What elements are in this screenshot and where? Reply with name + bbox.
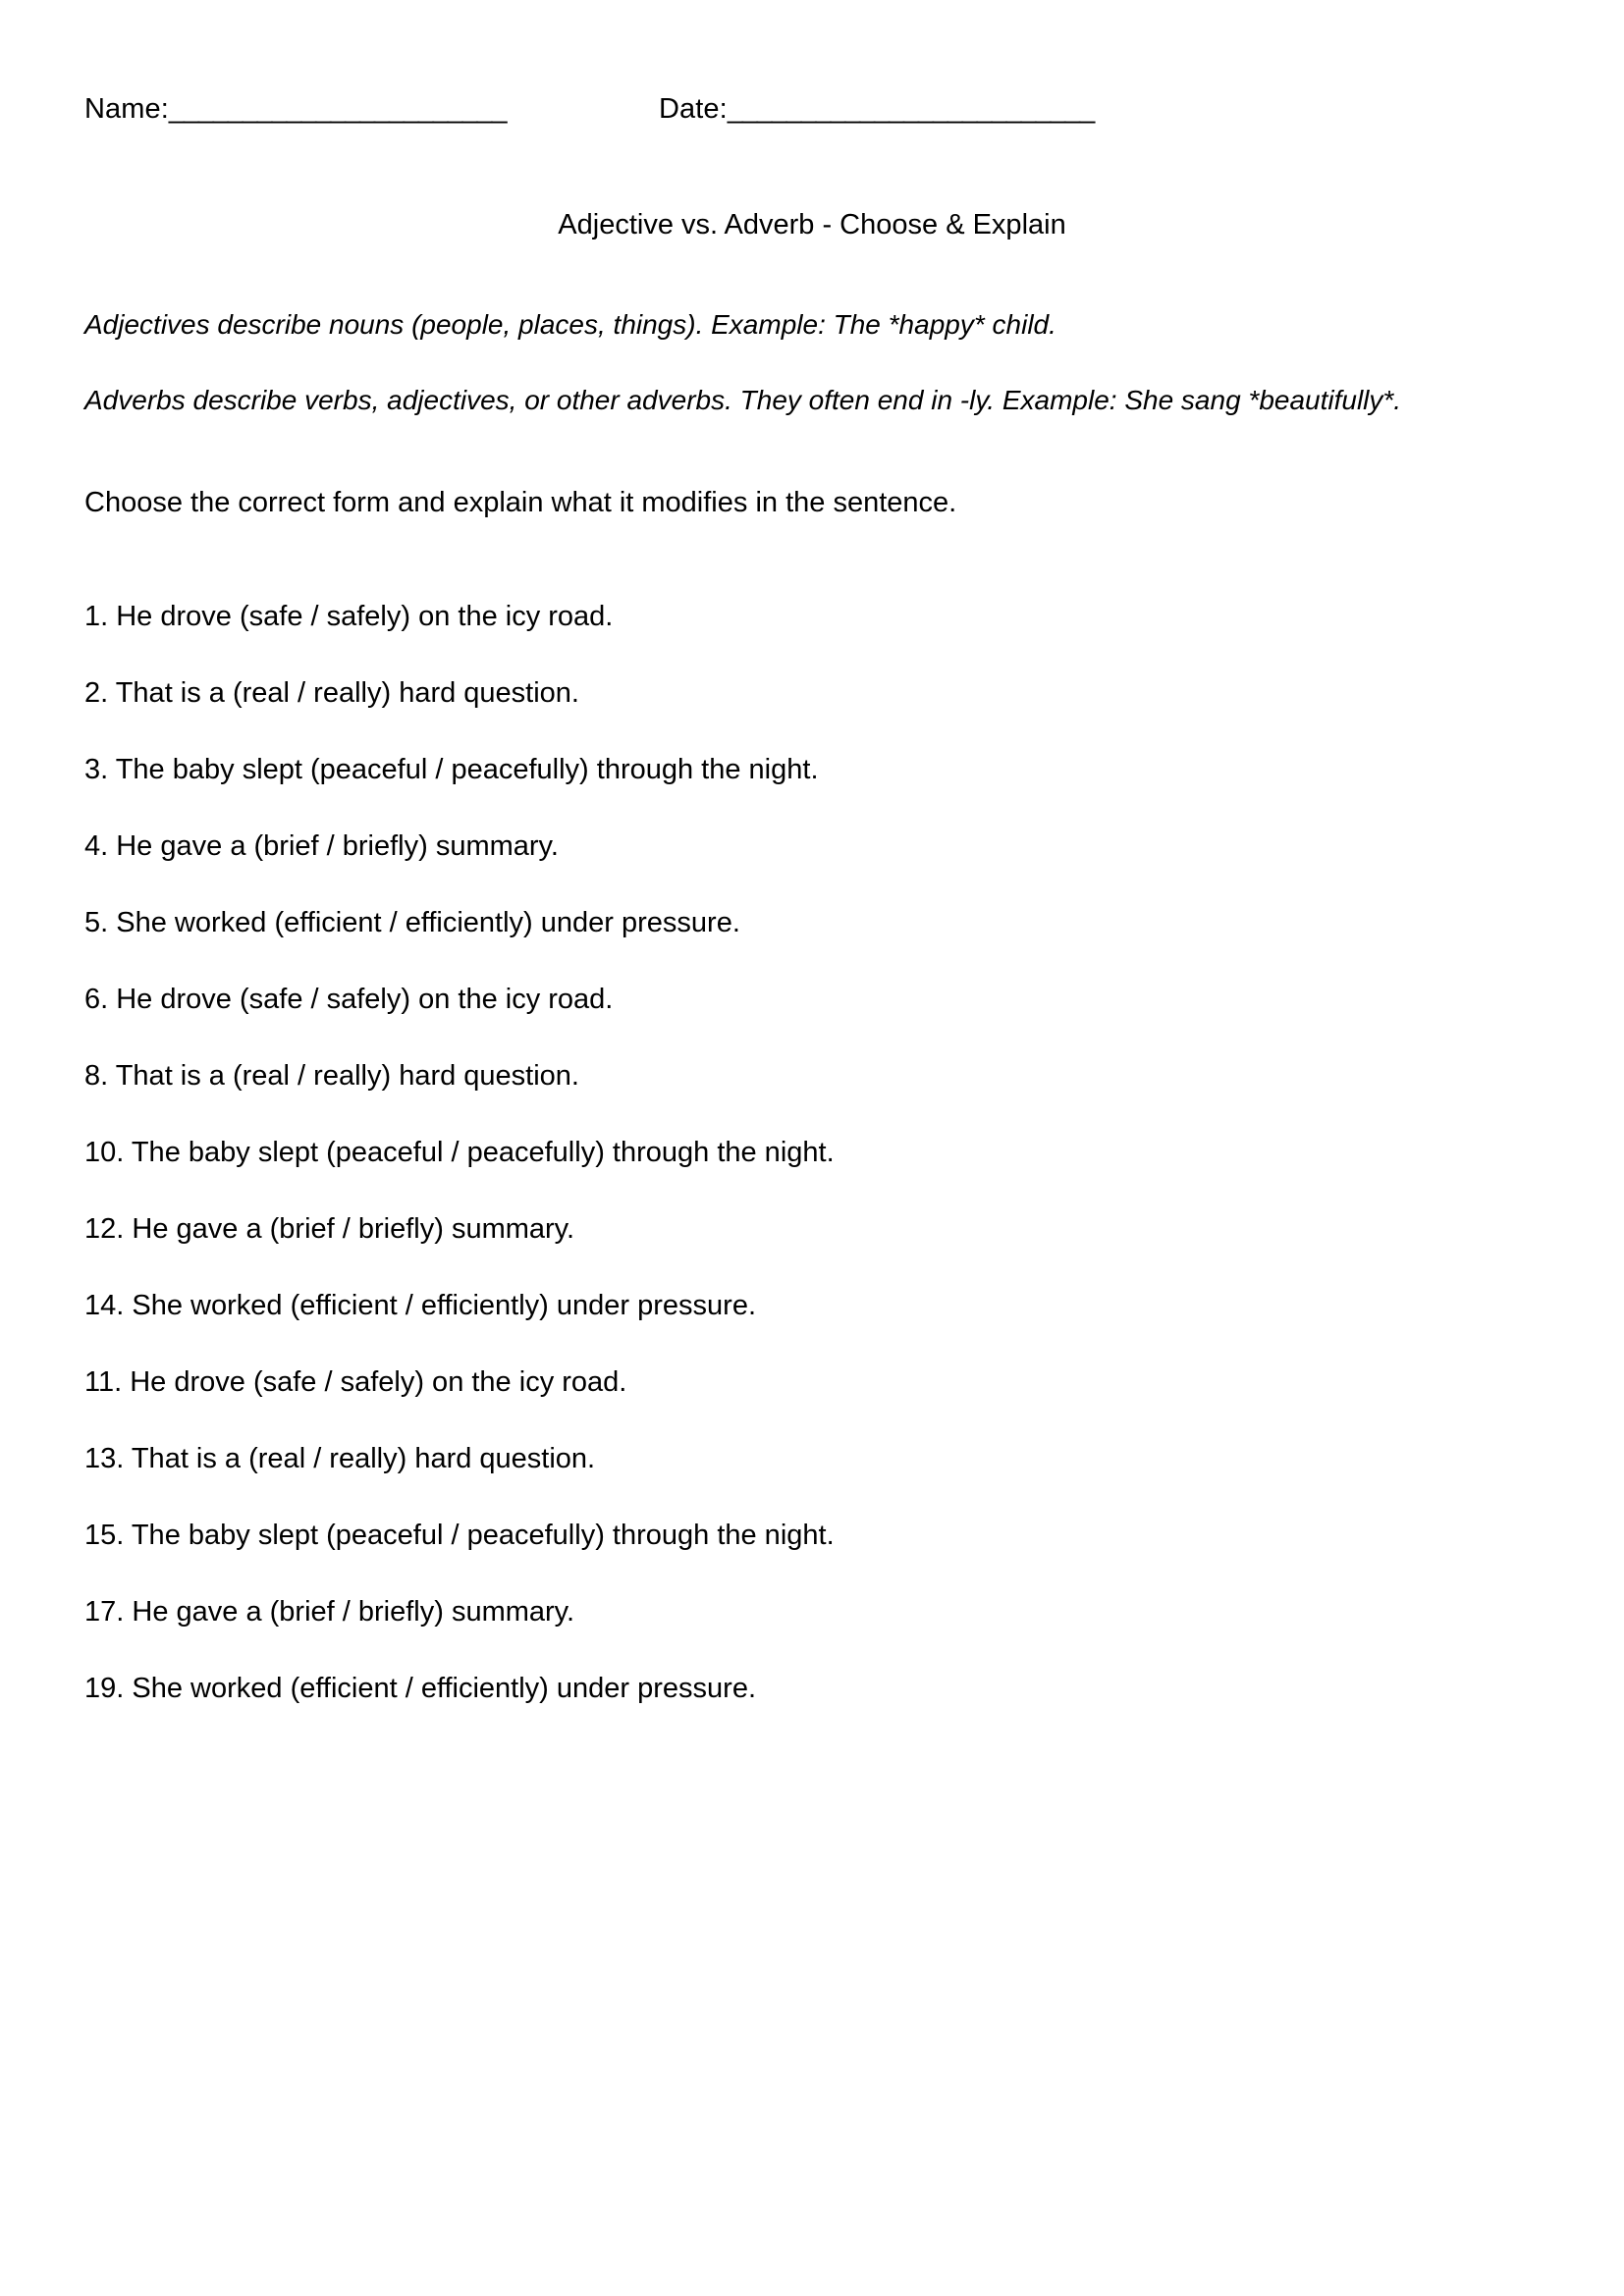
question-item: 19. She worked (efficient / efficiently) under pressure.: [84, 1673, 757, 1704]
name-field[interactable]: [84, 86, 506, 132]
definition-adjective: Adjectives describe nouns (people, places, things). Example: The *happy* child.: [84, 309, 1056, 340]
student-info-header: [84, 86, 1540, 132]
date-label: Date:: [659, 93, 728, 125]
question-list: [84, 597, 1540, 1708]
question-item: 13. That is a (real / really) hard question.: [84, 1443, 596, 1474]
instruction-text: Choose the correct form and explain what it modifies in the sentence.: [84, 487, 957, 518]
question-item: 8. That is a (real / really) hard question.: [84, 1060, 579, 1092]
question-item: 12. He gave a (brief / briefly) summary.: [84, 1213, 575, 1245]
question-item: 4. He gave a (brief / briefly) summary.: [84, 830, 559, 862]
name-label: Name:: [84, 93, 169, 125]
date-field[interactable]: [659, 86, 1094, 132]
date-write-line[interactable]: _________________________: [727, 93, 1095, 125]
question-item: 3. The baby slept (peaceful / peacefully) through the night.: [84, 754, 819, 785]
question-item: 5. She worked (efficient / efficiently) under pressure.: [84, 907, 740, 938]
question-item: 6. He drove (safe / safely) on the icy road.: [84, 984, 614, 1015]
question-item: 17. He gave a (brief / briefly) summary.: [84, 1596, 575, 1628]
question-item: 2. That is a (real / really) hard question.: [84, 677, 579, 709]
question-item: 10. The baby slept (peaceful / peacefully) through the night.: [84, 1137, 835, 1168]
name-write-line[interactable]: _______________________: [168, 93, 507, 125]
definitions-block: [84, 306, 1540, 419]
definition-adverb: Adverbs describe verbs, adjectives, or other adverbs. They often end in -ly. Example: She sang *beautifully*.: [84, 385, 1402, 415]
question-item: 15. The baby slept (peaceful / peacefully) through the night.: [84, 1520, 835, 1551]
question-item: 11. He drove (safe / safely) on the icy road.: [84, 1366, 627, 1398]
question-item: 14. She worked (efficient / efficiently) under pressure.: [84, 1290, 757, 1321]
page-title: Adjective vs. Adverb - Choose & Explain: [558, 209, 1066, 240]
question-item: 1. He drove (safe / safely) on the icy road.: [84, 601, 614, 632]
